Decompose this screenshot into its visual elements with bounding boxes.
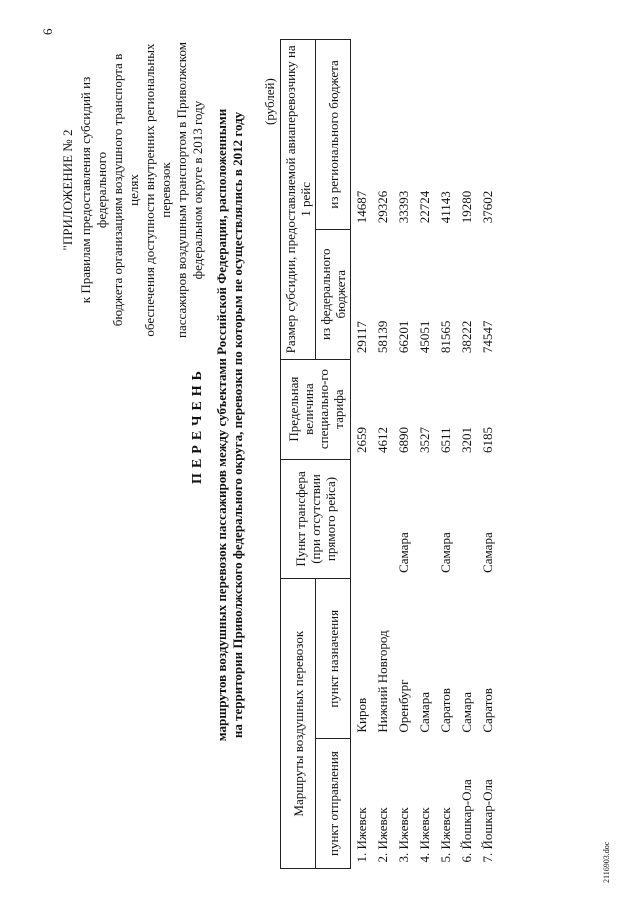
appendix-line: пассажиров воздушным транспортом в Приволжском	[174, 42, 189, 338]
title-subline: на территории Приволжского федерального округа, перевозки по которым не осуществлялись в 2012 году	[230, 111, 245, 739]
table-row	[477, 40, 498, 869]
cell-transfer	[372, 459, 393, 579]
cell-destination: Самара	[459, 692, 474, 733]
cell-tariff: 3201	[459, 427, 474, 454]
cell-transfer	[351, 459, 373, 579]
table-row	[351, 40, 373, 869]
cell-regional: 37602	[480, 190, 495, 224]
table-row	[414, 40, 435, 869]
cell-transfer	[456, 459, 477, 579]
appendix-heading: "ПРИЛОЖЕНИЕ № 2	[60, 129, 75, 251]
cell-tariff: 6511	[438, 427, 453, 454]
header-max-tariff: Предельная величина специально-го тарифа	[281, 359, 351, 459]
appendix-line: бюджета организациям воздушного транспорта в целях	[110, 53, 141, 327]
appendix-line: обеспечения доступности внутренних региональных перевозок	[142, 43, 173, 337]
header-destination: пункт назначения	[316, 579, 351, 739]
title-main: ПЕРЕЧЕНЬ	[190, 366, 205, 484]
cell-departure: 3. Ижевск	[396, 807, 411, 863]
cell-destination: Саратов	[480, 688, 495, 733]
header-departure: пункт отправления	[316, 739, 351, 869]
cell-destination: Самара	[417, 692, 432, 733]
table-row	[393, 40, 414, 869]
cell-departure: 6. Йошкар-Ола	[459, 779, 474, 863]
cell-regional: 33393	[396, 190, 411, 224]
cell-departure: 7. Йошкар-Ола	[480, 779, 495, 863]
cell-regional: 22724	[417, 190, 432, 224]
cell-regional: 19280	[459, 190, 474, 224]
title-subline: маршрутов воздушных перевозок пассажиров между субъектами Российской Федерации, расположенными	[214, 108, 229, 742]
cell-federal: 66201	[396, 320, 411, 354]
table-row	[372, 40, 393, 869]
cell-regional: 29326	[375, 190, 390, 224]
page-number: 6	[40, 28, 55, 35]
cell-federal: 74547	[480, 320, 495, 354]
cell-destination: Оренбург	[396, 679, 411, 733]
header-subsidy: Размер субсидии, предоставляемой авиаперевозчику на 1 рейс	[281, 40, 316, 360]
header-transfer: Пункт трансфера (при отсутствии прямого рейса)	[281, 459, 351, 579]
table-row	[456, 40, 477, 869]
cell-destination: Нижний Новгород	[375, 630, 390, 733]
cell-federal: 38222	[459, 320, 474, 354]
appendix-line: федеральном округе в 2013 году	[190, 100, 205, 280]
appendix-line: к Правилам предоставления субсидий из федерального	[78, 76, 109, 304]
footer-code: 2116903.doc	[602, 841, 611, 883]
unit-label: (рублей)	[262, 78, 277, 125]
cell-tariff: 6890	[396, 427, 411, 454]
cell-federal: 45051	[417, 320, 432, 354]
cell-regional: 41143	[438, 191, 453, 224]
cell-departure: 5. Ижевск	[438, 807, 453, 863]
header-routes: Маршруты воздушных перевозок	[281, 579, 316, 869]
cell-transfer: Самара	[438, 532, 453, 573]
appendix-block	[60, 40, 206, 340]
cell-transfer: Самара	[396, 532, 411, 573]
cell-tariff: 3527	[417, 427, 432, 454]
cell-federal: 58139	[375, 320, 390, 354]
header-federal: из федерального бюджета	[316, 229, 351, 359]
header-regional: из регионального бюджета	[316, 40, 351, 230]
cell-destination: Киров	[354, 697, 369, 733]
cell-transfer	[414, 459, 435, 579]
cell-federal: 29117	[354, 321, 369, 354]
document-title	[190, 65, 246, 785]
routes-table	[280, 39, 498, 869]
table-row	[435, 40, 456, 869]
cell-tariff: 2659	[354, 427, 369, 454]
cell-regional: 14687	[354, 190, 369, 224]
cell-departure: 4. Ижевск	[417, 807, 432, 863]
cell-tariff: 6185	[480, 427, 495, 454]
cell-departure: 2. Ижевск	[375, 807, 390, 863]
cell-transfer: Самара	[480, 532, 495, 573]
cell-federal: 81565	[438, 320, 453, 354]
cell-tariff: 4612	[375, 427, 390, 454]
cell-departure: 1. Ижевск	[354, 807, 369, 863]
cell-destination: Саратов	[438, 688, 453, 733]
